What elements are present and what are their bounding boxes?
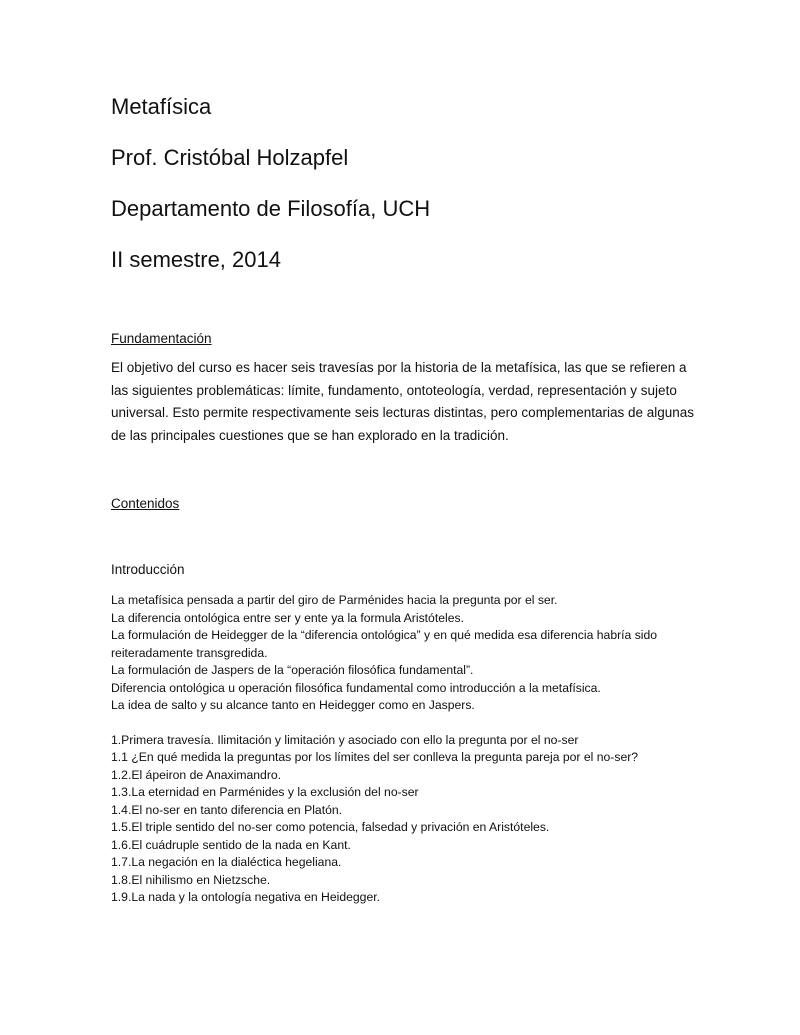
fundamentacion-paragraph: El objetivo del curso es hacer seis travesías por la historia de la metafísica, las que se refieren a las siguientes problemáticas: límite, fundamento, ontoteología, verdad, representación y sujeto universal. Esto permite respectivamente seis lecturas distintas, pero complementarias de algunas de las principales cuestiones que se han explorado en la tradición. <box>111 360 695 443</box>
fundamentacion-heading: Fundamentación <box>111 331 212 346</box>
list-item: La idea de salto y su alcance tanto en Heidegger como en Jaspers. <box>111 698 475 712</box>
primera-travesia-list <box>111 732 711 907</box>
list-item: La formulación de Jaspers de la “operación filosófica fundamental”. <box>111 663 474 677</box>
list-item: 1.7.La negación en la dialéctica hegeliana. <box>111 855 342 869</box>
list-item: 1.Primera travesía. Ilimitación y limitación y asociado con ello la pregunta por el no-ser <box>111 732 579 747</box>
introduccion-list <box>111 592 711 715</box>
list-item: Diferencia ontológica u operación filosófica fundamental como introducción a la metafísica. <box>111 680 601 695</box>
list-item: 1.5.El triple sentido del no-ser como potencia, falsedad y privación en Aristóteles. <box>111 820 550 834</box>
contenidos-heading: Contenidos <box>111 496 180 511</box>
list-item: 1.4.El no-ser en tanto diferencia en Platón. <box>111 802 343 817</box>
list-item: La metafísica pensada a partir del giro de Parménides hacia la pregunta por el ser. <box>111 593 558 607</box>
document-header <box>111 92 711 275</box>
list-item: 1.9.La nada y la ontología negativa en Heidegger. <box>111 890 381 904</box>
document-content <box>111 92 711 907</box>
list-item: 1.3.La eternidad en Parménides y la exclusión del no-ser <box>111 785 419 799</box>
professor-name: Prof. Cristóbal Holzapfel <box>111 145 349 170</box>
list-item: La diferencia ontológica entre ser y ente ya la formula Aristóteles. <box>111 610 464 625</box>
list-item: La formulación de Heidegger de la “diferencia ontológica” y en qué medida esa diferencia habría sido reiteradamente transgredida. <box>111 628 658 660</box>
list-item: 1.6.El cuádruple sentido de la nada en Kant. <box>111 837 351 852</box>
list-item: 1.2.El ápeiron de Anaximandro. <box>111 767 282 782</box>
list-item: 1.8.El nihilismo en Nietzsche. <box>111 872 271 887</box>
introduccion-heading: Introducción <box>111 562 185 577</box>
semester: II semestre, 2014 <box>111 247 281 272</box>
department-name: Departamento de Filosofía, UCH <box>111 196 431 221</box>
list-item: 1.1 ¿En qué medida la preguntas por los límites del ser conlleva la pregunta pareja por el no-ser? <box>111 750 639 764</box>
course-title: Metafísica <box>111 94 212 119</box>
